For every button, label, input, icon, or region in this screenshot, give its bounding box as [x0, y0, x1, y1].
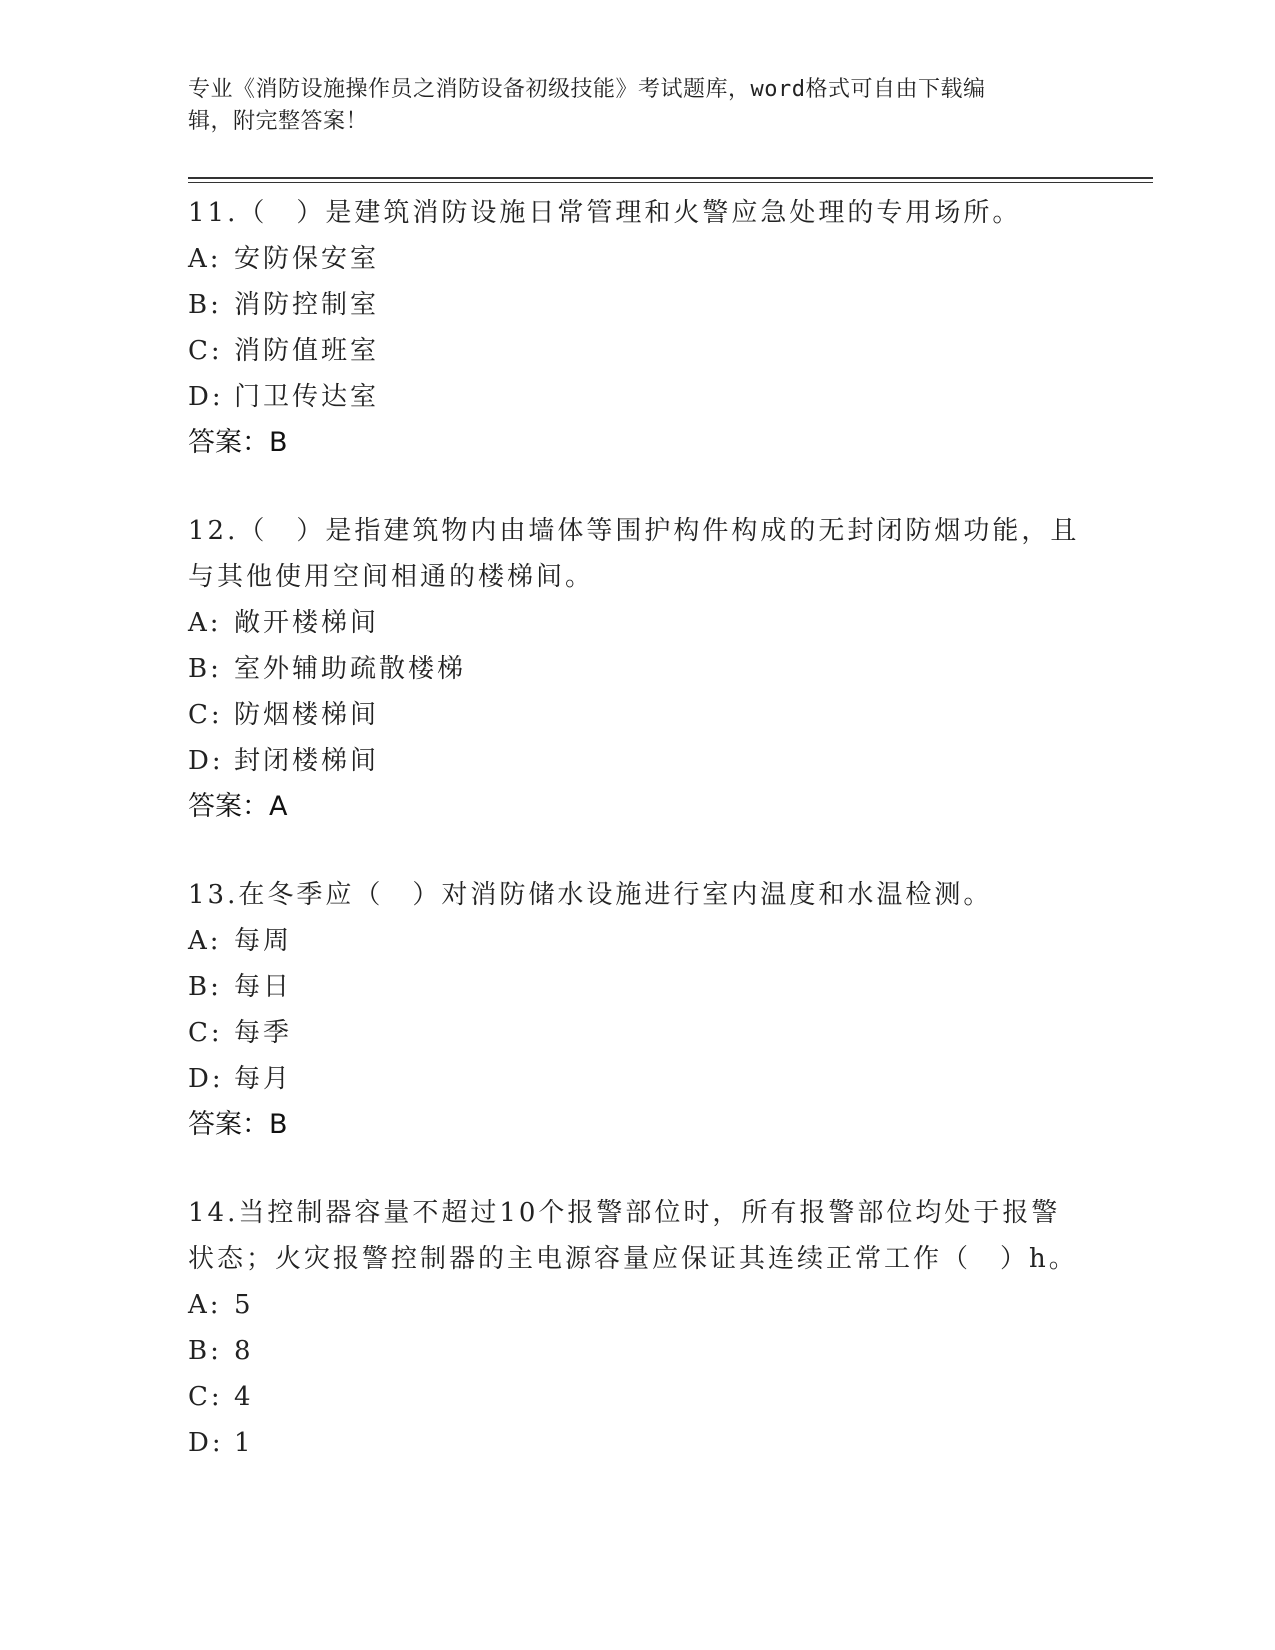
question-12 [188, 508, 1088, 830]
option-key: C: [188, 700, 223, 730]
option-a [188, 236, 1088, 282]
answer-label: 答案：B [188, 1109, 288, 1140]
header-line-1: 专业《消防设施操作员之消防设备初级技能》考试题库，word格式可自由下载编 [188, 77, 986, 102]
option-text: 消防控制室 [234, 290, 380, 320]
option-key: A: [188, 244, 222, 274]
option-b [188, 646, 1088, 692]
option-b [188, 1328, 1088, 1374]
option-key: C: [188, 336, 223, 366]
option-key: C: [188, 1018, 223, 1048]
option-c [188, 692, 1088, 738]
question-stem: 13.在冬季应（ ）对消防储水设施进行室内温度和水温检测。 [188, 880, 993, 910]
question-stem: 11.（ ）是建筑消防设施日常管理和火警应急处理的专用场所。 [188, 198, 1022, 228]
option-d [188, 1420, 1088, 1466]
option-text: 每日 [234, 972, 293, 1002]
option-a [188, 600, 1088, 646]
option-text: 5 [234, 1290, 254, 1320]
option-key: B: [188, 290, 222, 320]
question-stem-continued: 与其他使用空间相通的楼梯间。 [188, 562, 595, 592]
question-13 [188, 872, 1088, 1148]
option-text: 每周 [234, 926, 293, 956]
option-d [188, 374, 1088, 420]
option-text: 1 [234, 1428, 254, 1458]
header-line-2: 辑，附完整答案！ [188, 109, 369, 134]
option-d [188, 1056, 1088, 1102]
option-text: 封闭楼梯间 [234, 746, 380, 776]
option-key: D: [188, 1064, 224, 1094]
option-key: A: [188, 608, 222, 638]
option-key: D: [188, 382, 224, 412]
header-rule-thick [188, 177, 1153, 179]
question-stem: 14.当控制器容量不超过10个报警部位时，所有报警部位均处于报警 [188, 1198, 1061, 1228]
option-text: 安防保安室 [234, 244, 380, 274]
option-key: C: [188, 1382, 223, 1412]
option-b [188, 964, 1088, 1010]
option-c [188, 1010, 1088, 1056]
option-text: 门卫传达室 [234, 382, 380, 412]
option-key: D: [188, 1428, 224, 1458]
question-stem-continued: 状态；火灾报警控制器的主电源容量应保证其连续正常工作（ ）h。 [188, 1244, 1078, 1274]
header-rule-thin [188, 182, 1153, 183]
option-a [188, 1282, 1088, 1328]
option-text: 每月 [234, 1064, 293, 1094]
option-key: A: [188, 926, 222, 956]
option-text: 8 [234, 1336, 254, 1366]
question-11 [188, 190, 1088, 466]
question-14 [188, 1190, 1088, 1466]
option-key: D: [188, 746, 224, 776]
option-a [188, 918, 1088, 964]
option-key: A: [188, 1290, 222, 1320]
option-d [188, 738, 1088, 784]
question-list [188, 190, 1088, 1508]
option-text: 消防值班室 [234, 336, 380, 366]
option-key: B: [188, 654, 222, 684]
option-c [188, 328, 1088, 374]
option-key: B: [188, 1336, 222, 1366]
option-text: 4 [234, 1382, 254, 1412]
option-text: 每季 [234, 1018, 293, 1048]
option-text: 防烟楼梯间 [234, 700, 380, 730]
option-text: 敞开楼梯间 [234, 608, 380, 638]
answer-label: 答案：B [188, 427, 288, 458]
document-header [188, 74, 1088, 138]
option-key: B: [188, 972, 222, 1002]
question-stem: 12.（ ）是指建筑物内由墙体等围护构件构成的无封闭防烟功能，且 [188, 516, 1080, 546]
option-text: 室外辅助疏散楼梯 [234, 654, 467, 684]
answer-label: 答案：A [188, 791, 288, 822]
option-b [188, 282, 1088, 328]
option-c [188, 1374, 1088, 1420]
